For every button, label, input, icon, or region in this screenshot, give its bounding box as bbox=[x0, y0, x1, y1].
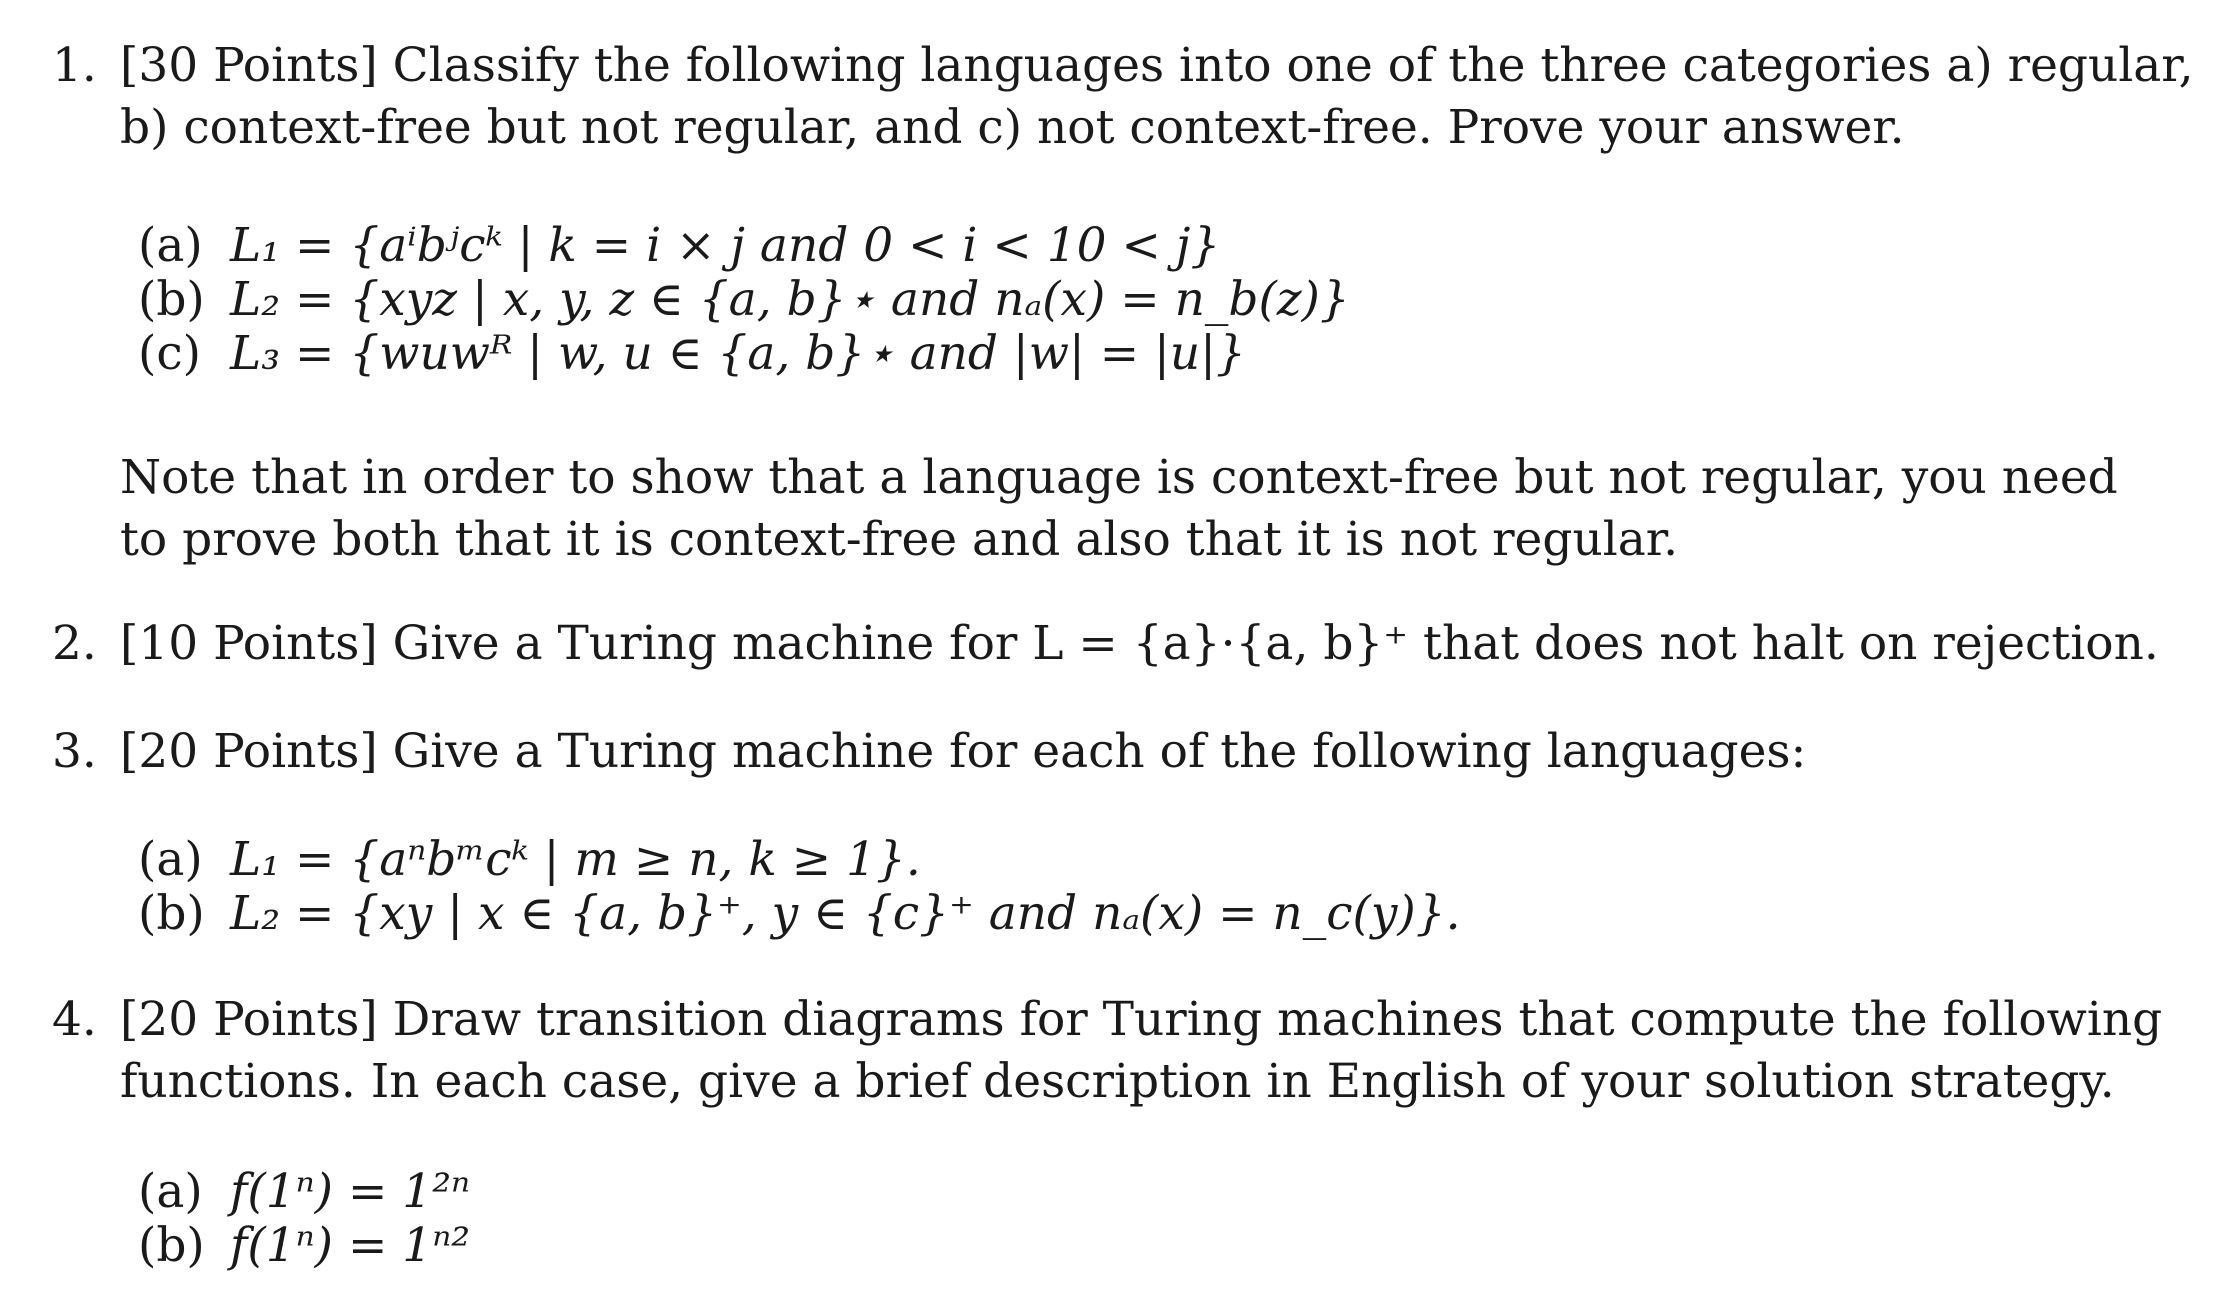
problem-1-line-2: b) context-free but not regular, and c) not context-free. Prove your answer. bbox=[120, 100, 1905, 155]
part-rhs: = {xy | x ∈ {a, b}⁺, y ∈ {c}⁺ and nₐ(x) = n_c(y)}. bbox=[280, 886, 1461, 941]
part-lhs: L₂ bbox=[230, 272, 281, 327]
part-lhs: f(1ⁿ) bbox=[230, 1218, 334, 1273]
problem-3-line-1: [20 Points] Give a Turing machine for each of the following languages: bbox=[120, 724, 1807, 779]
part-rhs: = {xyz | x, y, z ∈ {a, b}⋆ and nₐ(x) = n_b(z)} bbox=[280, 272, 1350, 327]
problem-3-part-b bbox=[138, 886, 1461, 941]
problem-1-part-c bbox=[138, 326, 1246, 381]
problem-4-part-b bbox=[138, 1218, 471, 1273]
problem-4-number: 4. bbox=[52, 992, 97, 1047]
part-rhs: = 1²ⁿ bbox=[333, 1164, 471, 1219]
problem-3-number: 3. bbox=[52, 724, 97, 779]
problem-1-number: 1. bbox=[52, 38, 97, 93]
problem-4-line-1: [20 Points] Draw transition diagrams for Turing machines that compute the following bbox=[120, 992, 2163, 1047]
problem-1-note-line-2: to prove both that it is context-free and also that it is not regular. bbox=[120, 512, 1679, 567]
part-label: (a) bbox=[138, 832, 203, 887]
part-label: (a) bbox=[138, 218, 203, 273]
part-label: (c) bbox=[138, 326, 201, 381]
part-label: (b) bbox=[138, 272, 205, 327]
part-lhs: L₁ bbox=[230, 218, 281, 273]
part-lhs: f(1ⁿ) bbox=[230, 1164, 334, 1219]
part-label: (b) bbox=[138, 886, 205, 941]
part-rhs: = {wuwᴿ | w, u ∈ {a, b}⋆ and |w| = |u|} bbox=[280, 326, 1246, 381]
part-rhs: = {aⁿbᵐcᵏ | m ≥ n, k ≥ 1}. bbox=[280, 832, 921, 887]
problem-2-line-1: [10 Points] Give a Turing machine for L = {a}·{a, b}⁺ that does not halt on rejection. bbox=[120, 616, 2159, 671]
part-rhs: = 1ⁿ² bbox=[333, 1218, 471, 1273]
problem-2-number: 2. bbox=[52, 616, 97, 671]
part-lhs: L₃ bbox=[230, 326, 281, 381]
part-lhs: L₂ bbox=[230, 886, 281, 941]
problem-4-part-a bbox=[138, 1164, 471, 1219]
problem-3-part-a bbox=[138, 832, 921, 887]
problem-1-note-line-1: Note that in order to show that a language is context-free but not regular, you need bbox=[120, 450, 2118, 505]
part-label: (b) bbox=[138, 1218, 205, 1273]
problem-4-line-2: functions. In each case, give a brief description in English of your solution strategy. bbox=[120, 1054, 2115, 1109]
problem-1-part-b bbox=[138, 272, 1350, 327]
problem-1-line-1: [30 Points] Classify the following languages into one of the three categories a) regular, bbox=[120, 38, 2194, 93]
problem-1-part-a bbox=[138, 218, 1221, 273]
part-lhs: L₁ bbox=[230, 832, 281, 887]
part-label: (a) bbox=[138, 1164, 203, 1219]
part-rhs: = {aⁱbʲcᵏ | k = i × j and 0 < i < 10 < j} bbox=[280, 218, 1221, 273]
